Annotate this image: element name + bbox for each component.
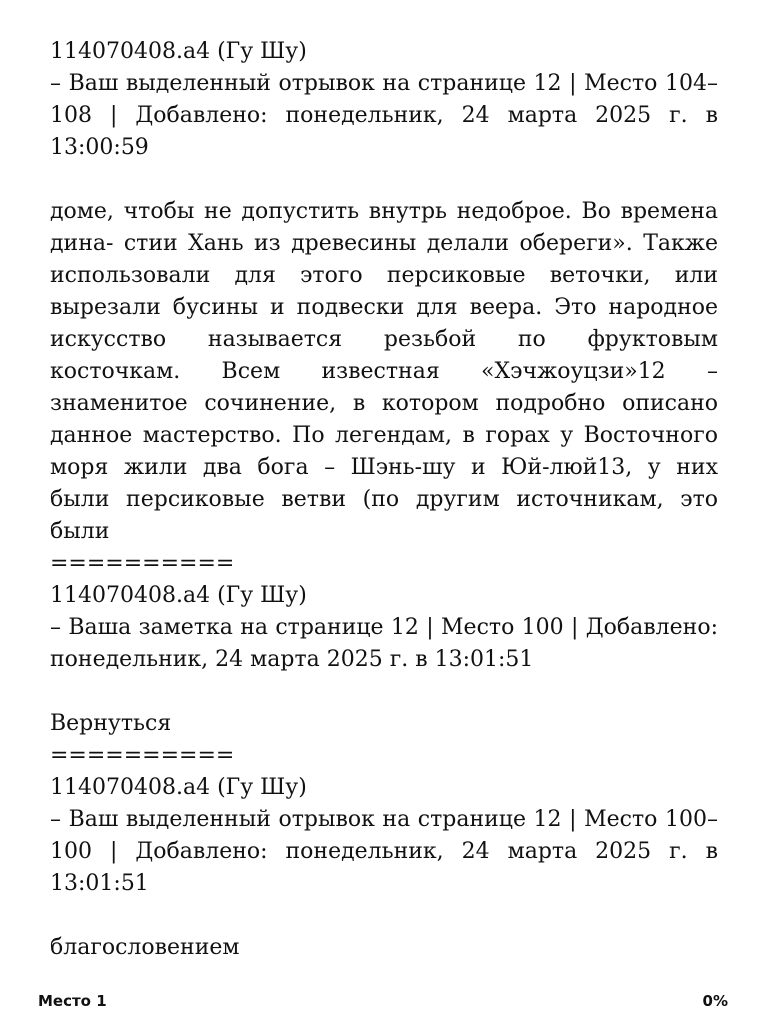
clipping-meta-line: 108 | Добавлено: понедельник, 24 марта 2025 г. в	[50, 103, 718, 128]
clipping-meta-line: 13:00:59	[50, 135, 149, 160]
clipping-1	[50, 36, 718, 580]
clipping-text-line: вырезали бусины и подвески для веера. Это народное	[50, 295, 718, 320]
clipping-meta-line: 13:01:51	[50, 871, 149, 896]
clipping-text-line: косточкам. Всем известная «Хэчжоуцзи»12 –	[50, 359, 718, 384]
clipping-text-line: благословением	[50, 935, 240, 960]
clipping-title: 114070408.a4 (Гу Шу)	[50, 775, 307, 800]
clipping-text-line: использовали для этого персиковые веточки, или	[50, 263, 718, 288]
clipping-3	[50, 772, 718, 964]
blank-line	[50, 900, 718, 932]
clipping-text-line: дина- стии Хань из древесины делали обереги». Также	[50, 231, 718, 256]
reader-page[interactable]	[50, 36, 718, 964]
location-indicator[interactable]: Место 1	[38, 992, 107, 1010]
clipping-separator: ==========	[50, 743, 235, 768]
clipping-text-line: доме, чтобы не допустить внутрь недоброе. Во времена	[50, 199, 718, 224]
reader-footer	[38, 992, 728, 1012]
clipping-note-text: Вернуться	[50, 711, 172, 736]
blank-line	[50, 676, 718, 708]
clipping-text-line: были персиковые ветви (по другим источникам, это	[50, 487, 718, 512]
clipping-meta-line: – Ваша заметка на странице 12 | Место 100 | Добавлено:	[50, 615, 718, 640]
clipping-title: 114070408.a4 (Гу Шу)	[50, 39, 307, 64]
clipping-title: 114070408.a4 (Гу Шу)	[50, 583, 307, 608]
clipping-meta-line: – Ваш выделенный отрывок на странице 12 | Место 100–	[50, 807, 718, 832]
clipping-text-line: искусство называется резьбой по фруктовым	[50, 327, 718, 352]
blank-line	[50, 164, 718, 196]
clipping-text-line: моря жили два бога – Шэнь-шу и Юй-люй13, у них	[50, 455, 718, 480]
clipping-text-line: знаменитое сочинение, в котором подробно описано	[50, 391, 718, 416]
clipping-meta-line: понедельник, 24 марта 2025 г. в 13:01:51	[50, 647, 534, 672]
reading-progress: 0%	[702, 992, 728, 1010]
clipping-separator: ==========	[50, 551, 235, 576]
clipping-2	[50, 580, 718, 772]
clipping-text-line: были	[50, 519, 110, 544]
clipping-meta-line: 100 | Добавлено: понедельник, 24 марта 2025 г. в	[50, 839, 718, 864]
clipping-text-line: данное мастерство. По легендам, в горах у Восточного	[50, 423, 718, 448]
clipping-meta-line: – Ваш выделенный отрывок на странице 12 | Место 104–	[50, 71, 718, 96]
